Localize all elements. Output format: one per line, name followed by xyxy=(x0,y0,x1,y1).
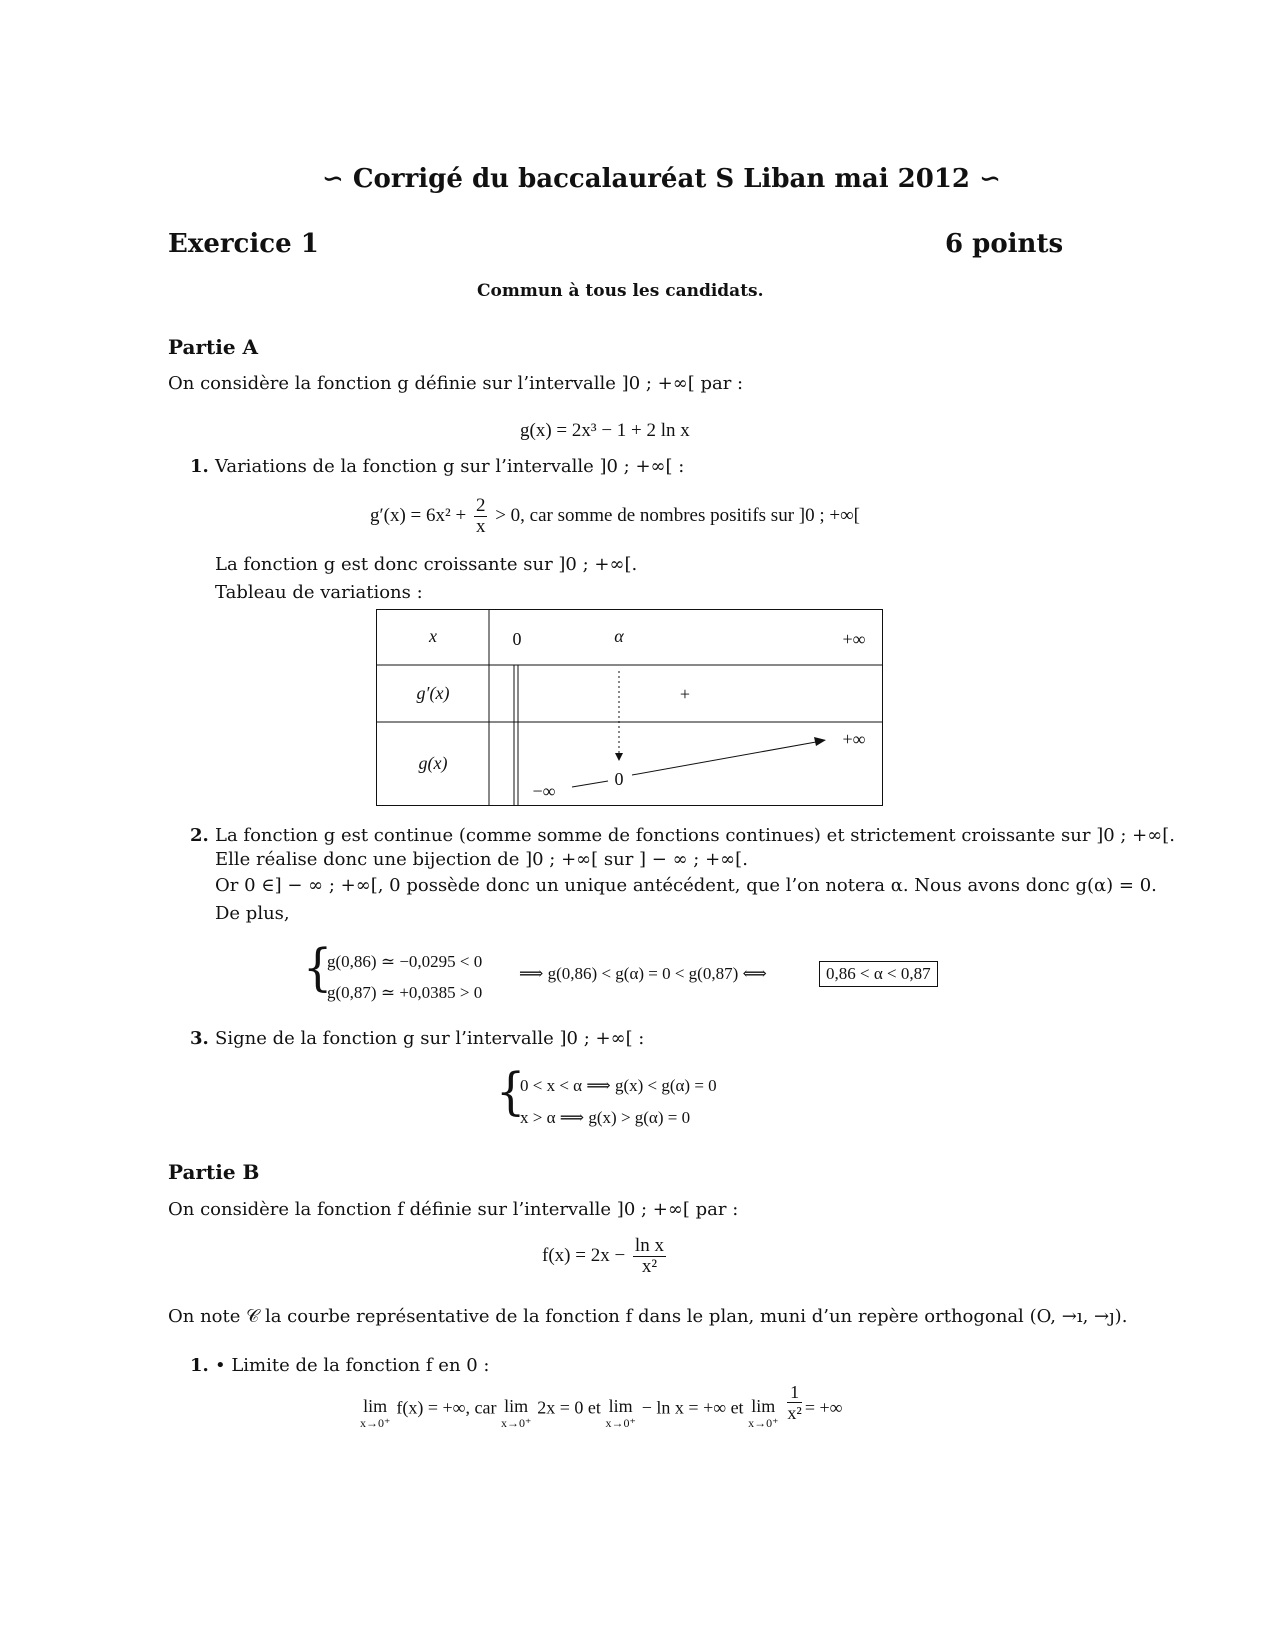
derivative-lhs: g′(x) = 6x² + xyxy=(370,504,467,526)
q3-title: Signe de la fonction g sur l’intervalle ]0 ; +∞[ : xyxy=(215,1028,645,1049)
table-x-inf: +∞ xyxy=(842,629,866,649)
limit-4-fraction xyxy=(787,1382,801,1423)
limit-3 xyxy=(605,1396,635,1429)
b1-number: 1. xyxy=(190,1355,209,1376)
b1-title: • Limite de la fonction f en 0 : xyxy=(215,1355,490,1376)
q2-number: 2. xyxy=(190,825,209,846)
table-x-alpha: α xyxy=(614,626,624,646)
partB-heading: Partie B xyxy=(168,1160,260,1184)
limit-3-expr: − ln x = +∞ et xyxy=(641,1397,744,1418)
table-x-label: x xyxy=(429,626,437,646)
fraction-denominator: x xyxy=(475,516,486,537)
table-func-zero: 0 xyxy=(614,769,624,789)
limit-1-expr: f(x) = +∞, car xyxy=(396,1397,497,1418)
ornament-left-icon: ∽ xyxy=(322,164,344,194)
q2-implication: ⟹ g(0,86) < g(α) = 0 < g(0,87) ⟺ xyxy=(519,964,767,983)
curve-description: On note 𝒞 la courbe représentative de la fonction f dans le plan, muni d’un repère orthogonal xyxy=(168,1306,1024,1327)
partA-heading: Partie A xyxy=(168,335,259,359)
lim-sub: x→0⁺ xyxy=(605,1416,636,1430)
table-deriv-label: g′(x) xyxy=(416,683,450,703)
q2-brace: { xyxy=(303,937,333,997)
lim-word: lim xyxy=(751,1396,776,1416)
q1-table-label: Tableau de variations : xyxy=(215,582,423,603)
q3-system-2: x > α ⟹ g(x) > g(α) = 0 xyxy=(520,1108,691,1127)
lim-word: lim xyxy=(608,1396,633,1416)
exercise-audience: Commun à tous les candidats. xyxy=(477,281,764,301)
fraction-denominator: x² xyxy=(787,1403,802,1423)
q1-title: Variations de la fonction g sur l’intervalle ]0 ; +∞[ : xyxy=(215,456,685,477)
derivative-rhs: > 0, car somme de nombres positifs sur ]0 ; +∞[ xyxy=(495,504,860,526)
document-title xyxy=(322,164,1001,194)
q3-system-1: 0 < x < α ⟹ g(x) < g(α) = 0 xyxy=(520,1076,717,1095)
definition-lhs: f(x) = 2x − xyxy=(542,1244,626,1266)
q1-derivative xyxy=(370,496,860,537)
lim-word: lim xyxy=(504,1396,529,1416)
table-func-minus-inf: −∞ xyxy=(532,781,556,801)
fraction-denominator: x² xyxy=(641,1256,658,1277)
lim-sub: x→0⁺ xyxy=(500,1416,532,1430)
partB-curve-text xyxy=(168,1306,1127,1327)
fraction-numerator: ln x xyxy=(634,1235,664,1256)
lim-word: lim xyxy=(363,1396,388,1416)
table-func-plus-inf: +∞ xyxy=(842,729,866,749)
b1-limits xyxy=(360,1382,843,1430)
table-x-zero: 0 xyxy=(512,629,522,649)
q2-line4: De plus, xyxy=(215,903,290,924)
partB-intro: On considère la fonction f définie sur l’intervalle ]0 ; +∞[ par : xyxy=(168,1199,739,1220)
partA-intro: On considère la fonction g définie sur l’intervalle ]0 ; +∞[ par : xyxy=(168,373,744,394)
table-deriv-sign: + xyxy=(679,684,691,704)
limit-2-expr: 2x = 0 et xyxy=(537,1397,601,1418)
variation-table xyxy=(376,609,884,808)
partA-definition: g(x) = 2x³ − 1 + 2 ln x xyxy=(520,420,690,441)
q2-line3: Or 0 ∈] − ∞ ; +∞[, 0 possède donc un unique antécédent, que l’on notera α. Nous avons donc g(α) = 0. xyxy=(215,875,1157,896)
q2-line2: Elle réalise donc une bijection de ]0 ; +∞[ sur ] − ∞ ; +∞[. xyxy=(215,849,748,870)
q3-number: 3. xyxy=(190,1028,209,1049)
table-func-label: g(x) xyxy=(418,753,448,773)
definition-fraction xyxy=(633,1236,666,1277)
ornament-right-icon: ∽ xyxy=(979,164,1001,194)
q2-result-box: 0,86 < α < 0,87 xyxy=(819,961,938,987)
q1-number: 1. xyxy=(190,456,209,477)
exercise-points: 6 points xyxy=(945,229,1064,259)
title-text: Corrigé du baccalauréat S Liban mai 2012 xyxy=(352,164,971,194)
exercise-label: Exercice 1 xyxy=(168,229,319,259)
limit-4-rhs: = +∞ xyxy=(804,1397,843,1418)
lim-sub: x→0⁺ xyxy=(748,1416,779,1430)
fraction-numerator: 1 xyxy=(787,1382,801,1403)
limit-2 xyxy=(501,1396,531,1429)
partB-definition xyxy=(542,1236,669,1277)
lim-sub: x→0⁺ xyxy=(360,1416,391,1430)
q2-system-1: g(0,86) ≃ −0,0295 < 0 xyxy=(327,952,483,971)
q2-line1: La fonction g est continue (comme somme de fonctions continues) et strictement croissante sur ]0 ; +∞[. xyxy=(215,825,1175,846)
repere-notation: (O, →ı, →ȷ). xyxy=(1029,1306,1128,1327)
q2-system-2: g(0,87) ≃ +0,0385 > 0 xyxy=(327,983,483,1002)
q1-conclusion: La fonction g est donc croissante sur ]0 ; +∞[. xyxy=(215,554,638,575)
derivative-fraction xyxy=(474,496,488,537)
limit-4 xyxy=(748,1396,778,1429)
q3-brace: { xyxy=(496,1061,526,1121)
fraction-numerator: 2 xyxy=(475,495,486,516)
limit-1 xyxy=(360,1396,390,1429)
